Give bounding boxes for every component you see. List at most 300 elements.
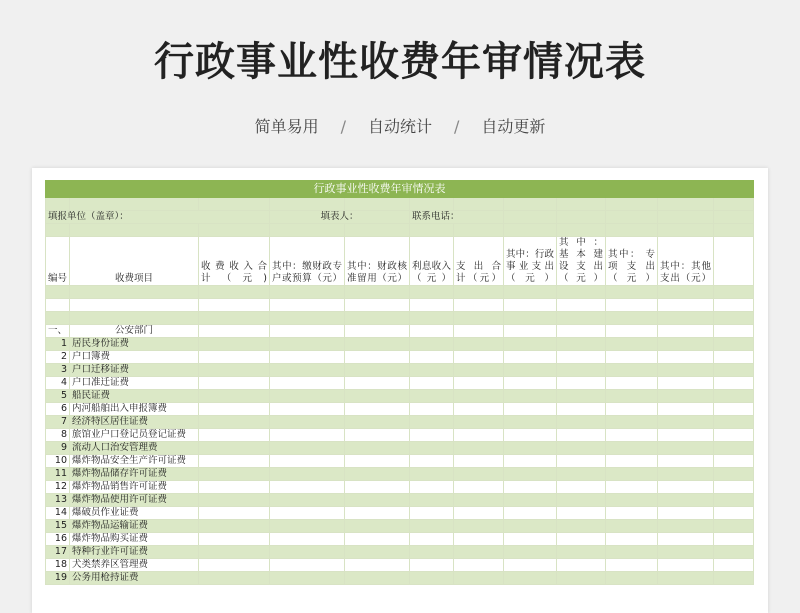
table-cell[interactable] [410, 468, 454, 481]
filler-label[interactable]: 填表人： [270, 211, 410, 224]
item-number[interactable]: 2 [46, 351, 70, 364]
table-cell[interactable] [557, 429, 606, 442]
table-cell[interactable] [70, 286, 199, 299]
table-cell[interactable] [504, 559, 557, 572]
table-cell[interactable] [504, 211, 557, 224]
table-cell[interactable] [70, 312, 199, 325]
item-number[interactable]: 5 [46, 390, 70, 403]
table-cell[interactable] [199, 468, 270, 481]
table-cell[interactable] [658, 377, 714, 390]
table-cell[interactable] [270, 390, 345, 403]
table-cell[interactable] [658, 312, 714, 325]
column-header[interactable]: 其中： 专项支出（元） [606, 237, 658, 286]
table-cell[interactable] [658, 338, 714, 351]
table-cell[interactable] [714, 312, 754, 325]
table-cell[interactable] [504, 520, 557, 533]
table-cell[interactable] [504, 429, 557, 442]
table-cell[interactable] [454, 429, 504, 442]
table-cell[interactable] [658, 533, 714, 546]
table-cell[interactable] [606, 442, 658, 455]
table-cell[interactable] [410, 299, 454, 312]
table-cell[interactable] [606, 455, 658, 468]
item-name[interactable]: 内河船舶出入申报簿费 [70, 403, 199, 416]
table-cell[interactable] [606, 416, 658, 429]
table-banner-title[interactable]: 行政事业性收费年审情况表 [46, 181, 714, 198]
table-cell[interactable] [606, 364, 658, 377]
table-cell[interactable] [658, 286, 714, 299]
table-cell[interactable] [454, 224, 504, 237]
table-cell[interactable] [504, 455, 557, 468]
item-number[interactable]: 14 [46, 507, 70, 520]
table-cell[interactable] [410, 390, 454, 403]
table-cell[interactable] [557, 390, 606, 403]
table-cell[interactable] [199, 533, 270, 546]
table-cell[interactable] [658, 546, 714, 559]
table-cell[interactable] [454, 299, 504, 312]
column-header[interactable]: 支 出 合 计（元） [454, 237, 504, 286]
table-cell[interactable] [199, 224, 270, 237]
column-header[interactable]: 其中：其他支出（元） [658, 237, 714, 286]
item-name[interactable]: 犬类禁养区管理费 [70, 559, 199, 572]
table-cell[interactable] [714, 211, 754, 224]
column-header[interactable]: 其中：财政核准留用（元） [345, 237, 410, 286]
column-header[interactable]: 其 中 ： 基 本 建 设 支 出（元） [557, 237, 606, 286]
table-cell[interactable] [504, 198, 557, 211]
table-cell[interactable] [606, 533, 658, 546]
table-cell[interactable] [557, 211, 606, 224]
table-cell[interactable] [199, 403, 270, 416]
table-cell[interactable] [270, 198, 345, 211]
item-number[interactable]: 3 [46, 364, 70, 377]
table-cell[interactable] [345, 364, 410, 377]
table-cell[interactable] [345, 507, 410, 520]
table-cell[interactable] [345, 325, 410, 338]
column-header[interactable]: 收费项目 [70, 237, 199, 286]
table-cell[interactable] [199, 559, 270, 572]
table-cell[interactable] [504, 507, 557, 520]
phone-label[interactable]: 联系电话： [410, 211, 504, 224]
item-number[interactable]: 4 [46, 377, 70, 390]
table-cell[interactable] [606, 286, 658, 299]
table-cell[interactable] [714, 198, 754, 211]
table-cell[interactable] [504, 377, 557, 390]
table-cell[interactable] [557, 198, 606, 211]
column-header[interactable]: 收 费 收 入 合 计（元) [199, 237, 270, 286]
table-cell[interactable] [557, 546, 606, 559]
section-number[interactable]: 一、 [46, 325, 70, 338]
table-cell[interactable] [410, 494, 454, 507]
table-cell[interactable] [454, 390, 504, 403]
table-cell[interactable] [714, 377, 754, 390]
table-cell[interactable] [606, 403, 658, 416]
table-cell[interactable] [270, 312, 345, 325]
table-cell[interactable] [658, 468, 714, 481]
table-cell[interactable] [658, 429, 714, 442]
table-cell[interactable] [345, 572, 410, 585]
item-name[interactable]: 爆炸物品购买证费 [70, 533, 199, 546]
table-cell[interactable] [199, 364, 270, 377]
table-cell[interactable] [714, 390, 754, 403]
table-cell[interactable] [345, 312, 410, 325]
table-cell[interactable] [410, 442, 454, 455]
table-cell[interactable] [557, 338, 606, 351]
table-cell[interactable] [658, 455, 714, 468]
item-number[interactable]: 18 [46, 559, 70, 572]
item-name[interactable]: 爆炸物品安全生产许可证费 [70, 455, 199, 468]
table-cell[interactable] [658, 481, 714, 494]
table-cell[interactable] [714, 559, 754, 572]
table-cell[interactable] [270, 546, 345, 559]
table-cell[interactable] [714, 442, 754, 455]
item-name[interactable]: 特种行业许可证费 [70, 546, 199, 559]
item-name[interactable]: 居民身份证费 [70, 338, 199, 351]
table-cell[interactable] [504, 364, 557, 377]
table-cell[interactable] [270, 442, 345, 455]
table-cell[interactable] [557, 533, 606, 546]
table-cell[interactable] [504, 416, 557, 429]
table-cell[interactable] [46, 286, 70, 299]
table-cell[interactable] [270, 429, 345, 442]
table-cell[interactable] [454, 338, 504, 351]
column-header[interactable]: 其中：缴财政专户或预算（元） [270, 237, 345, 286]
table-cell[interactable] [658, 494, 714, 507]
item-name[interactable]: 爆破员作业证费 [70, 507, 199, 520]
table-cell[interactable] [410, 481, 454, 494]
item-number[interactable]: 17 [46, 546, 70, 559]
table-cell[interactable] [345, 533, 410, 546]
table-cell[interactable] [410, 403, 454, 416]
table-cell[interactable] [658, 211, 714, 224]
table-cell[interactable] [504, 224, 557, 237]
table-cell[interactable] [199, 507, 270, 520]
table-cell[interactable] [199, 520, 270, 533]
table-cell[interactable] [504, 572, 557, 585]
table-cell[interactable] [345, 455, 410, 468]
table-cell[interactable] [345, 559, 410, 572]
table-cell[interactable] [199, 351, 270, 364]
table-cell[interactable] [714, 325, 754, 338]
table-cell[interactable] [410, 364, 454, 377]
table-cell[interactable] [714, 507, 754, 520]
table-cell[interactable] [46, 312, 70, 325]
table-cell[interactable] [454, 455, 504, 468]
item-name[interactable]: 经济特区居住证费 [70, 416, 199, 429]
table-cell[interactable] [557, 442, 606, 455]
table-cell[interactable] [410, 312, 454, 325]
unit-label[interactable]: 填报单位（盖章）： [46, 211, 270, 224]
table-cell[interactable] [410, 572, 454, 585]
table-cell[interactable] [606, 224, 658, 237]
table-cell[interactable] [714, 338, 754, 351]
table-cell[interactable] [454, 286, 504, 299]
table-cell[interactable] [714, 429, 754, 442]
table-cell[interactable] [410, 325, 454, 338]
table-cell[interactable] [270, 481, 345, 494]
table-cell[interactable] [270, 351, 345, 364]
table-cell[interactable] [557, 494, 606, 507]
table-cell[interactable] [410, 198, 454, 211]
table-cell[interactable] [410, 377, 454, 390]
table-cell[interactable] [714, 351, 754, 364]
table-cell[interactable] [606, 390, 658, 403]
table-cell[interactable] [454, 507, 504, 520]
table-cell[interactable] [714, 299, 754, 312]
table-cell[interactable] [714, 364, 754, 377]
table-cell[interactable] [557, 377, 606, 390]
table-cell[interactable] [658, 416, 714, 429]
table-cell[interactable] [504, 286, 557, 299]
table-cell[interactable] [606, 572, 658, 585]
item-name[interactable]: 爆炸物品储存许可证费 [70, 468, 199, 481]
table-cell[interactable] [714, 181, 754, 198]
table-cell[interactable] [270, 572, 345, 585]
item-number[interactable]: 10 [46, 455, 70, 468]
table-cell[interactable] [454, 351, 504, 364]
table-cell[interactable] [345, 546, 410, 559]
item-number[interactable]: 12 [46, 481, 70, 494]
table-cell[interactable] [557, 455, 606, 468]
item-name[interactable]: 户口准迁证费 [70, 377, 199, 390]
table-cell[interactable] [270, 507, 345, 520]
table-cell[interactable] [345, 377, 410, 390]
table-cell[interactable] [504, 299, 557, 312]
table-cell[interactable] [345, 442, 410, 455]
table-cell[interactable] [504, 312, 557, 325]
table-cell[interactable] [199, 572, 270, 585]
table-cell[interactable] [454, 494, 504, 507]
table-cell[interactable] [270, 520, 345, 533]
table-cell[interactable] [454, 364, 504, 377]
table-cell[interactable] [714, 520, 754, 533]
table-cell[interactable] [270, 559, 345, 572]
table-cell[interactable] [658, 507, 714, 520]
table-cell[interactable] [606, 468, 658, 481]
table-cell[interactable] [46, 224, 70, 237]
table-cell[interactable] [557, 481, 606, 494]
table-cell[interactable] [270, 325, 345, 338]
table-cell[interactable] [658, 572, 714, 585]
table-cell[interactable] [345, 390, 410, 403]
table-cell[interactable] [658, 198, 714, 211]
table-cell[interactable] [658, 351, 714, 364]
table-cell[interactable] [46, 198, 70, 211]
table-cell[interactable] [199, 546, 270, 559]
table-cell[interactable] [199, 416, 270, 429]
table-cell[interactable] [606, 429, 658, 442]
table-cell[interactable] [410, 351, 454, 364]
section-name[interactable]: 公安部门 [70, 325, 199, 338]
table-cell[interactable] [46, 299, 70, 312]
table-cell[interactable] [70, 299, 199, 312]
table-cell[interactable] [557, 507, 606, 520]
item-name[interactable]: 爆炸物品销售许可证费 [70, 481, 199, 494]
table-cell[interactable] [345, 286, 410, 299]
table-cell[interactable] [345, 481, 410, 494]
table-cell[interactable] [454, 198, 504, 211]
table-cell[interactable] [557, 364, 606, 377]
table-cell[interactable] [557, 403, 606, 416]
table-cell[interactable] [658, 559, 714, 572]
table-cell[interactable] [410, 455, 454, 468]
table-cell[interactable] [70, 198, 199, 211]
table-cell[interactable] [714, 403, 754, 416]
table-cell[interactable] [454, 520, 504, 533]
column-header[interactable]: 利息收入（元） [410, 237, 454, 286]
table-cell[interactable] [714, 286, 754, 299]
item-name[interactable]: 户口迁移证费 [70, 364, 199, 377]
table-cell[interactable] [714, 533, 754, 546]
table-cell[interactable] [714, 494, 754, 507]
table-cell[interactable] [270, 299, 345, 312]
table-cell[interactable] [199, 442, 270, 455]
table-cell[interactable] [504, 533, 557, 546]
table-cell[interactable] [557, 325, 606, 338]
item-number[interactable]: 19 [46, 572, 70, 585]
table-cell[interactable] [199, 198, 270, 211]
table-cell[interactable] [658, 520, 714, 533]
table-cell[interactable] [410, 286, 454, 299]
table-cell[interactable] [557, 299, 606, 312]
item-name[interactable]: 公务用枪持证费 [70, 572, 199, 585]
table-cell[interactable] [454, 546, 504, 559]
table-cell[interactable] [270, 416, 345, 429]
table-cell[interactable] [199, 429, 270, 442]
table-cell[interactable] [270, 468, 345, 481]
table-cell[interactable] [345, 224, 410, 237]
item-number[interactable]: 11 [46, 468, 70, 481]
table-cell[interactable] [606, 507, 658, 520]
table-cell[interactable] [658, 364, 714, 377]
column-header[interactable]: 编号 [46, 237, 70, 286]
table-cell[interactable] [606, 325, 658, 338]
table-cell[interactable] [410, 533, 454, 546]
table-cell[interactable] [345, 520, 410, 533]
table-cell[interactable] [199, 312, 270, 325]
item-name[interactable]: 旅馆业户口登记员登记证费 [70, 429, 199, 442]
table-cell[interactable] [557, 286, 606, 299]
item-number[interactable]: 16 [46, 533, 70, 546]
table-cell[interactable] [410, 507, 454, 520]
table-cell[interactable] [270, 455, 345, 468]
table-cell[interactable] [606, 351, 658, 364]
table-cell[interactable] [410, 520, 454, 533]
table-cell[interactable] [270, 338, 345, 351]
table-cell[interactable] [557, 559, 606, 572]
table-cell[interactable] [606, 338, 658, 351]
item-number[interactable]: 7 [46, 416, 70, 429]
table-cell[interactable] [270, 286, 345, 299]
table-cell[interactable] [658, 390, 714, 403]
table-cell[interactable] [454, 377, 504, 390]
table-cell[interactable] [714, 468, 754, 481]
table-cell[interactable] [454, 442, 504, 455]
table-cell[interactable] [504, 390, 557, 403]
table-cell[interactable] [557, 224, 606, 237]
table-cell[interactable] [345, 468, 410, 481]
table-cell[interactable] [199, 455, 270, 468]
table-cell[interactable] [454, 416, 504, 429]
table-cell[interactable] [345, 494, 410, 507]
table-cell[interactable] [345, 429, 410, 442]
table-cell[interactable] [606, 377, 658, 390]
table-cell[interactable] [557, 572, 606, 585]
table-cell[interactable] [606, 299, 658, 312]
table-cell[interactable] [714, 572, 754, 585]
table-cell[interactable] [454, 468, 504, 481]
table-cell[interactable] [504, 468, 557, 481]
table-cell[interactable] [270, 533, 345, 546]
item-number[interactable]: 9 [46, 442, 70, 455]
table-cell[interactable] [714, 224, 754, 237]
table-cell[interactable] [410, 429, 454, 442]
table-cell[interactable] [270, 224, 345, 237]
table-cell[interactable] [504, 481, 557, 494]
item-name[interactable]: 流动人口治安管理费 [70, 442, 199, 455]
item-name[interactable]: 船民证费 [70, 390, 199, 403]
table-cell[interactable] [714, 237, 754, 286]
table-cell[interactable] [345, 351, 410, 364]
table-cell[interactable] [658, 403, 714, 416]
table-cell[interactable] [606, 198, 658, 211]
table-cell[interactable] [199, 494, 270, 507]
table-cell[interactable] [199, 481, 270, 494]
item-name[interactable]: 爆炸物品使用许可证费 [70, 494, 199, 507]
table-cell[interactable] [345, 198, 410, 211]
table-cell[interactable] [714, 481, 754, 494]
table-cell[interactable] [199, 325, 270, 338]
table-cell[interactable] [199, 338, 270, 351]
table-cell[interactable] [557, 351, 606, 364]
table-cell[interactable] [454, 533, 504, 546]
table-cell[interactable] [557, 416, 606, 429]
table-cell[interactable] [410, 546, 454, 559]
item-number[interactable]: 8 [46, 429, 70, 442]
table-cell[interactable] [504, 325, 557, 338]
table-cell[interactable] [658, 299, 714, 312]
table-cell[interactable] [454, 325, 504, 338]
item-number[interactable]: 13 [46, 494, 70, 507]
table-cell[interactable] [270, 494, 345, 507]
item-number[interactable]: 6 [46, 403, 70, 416]
table-cell[interactable] [454, 403, 504, 416]
table-cell[interactable] [345, 403, 410, 416]
table-cell[interactable] [658, 442, 714, 455]
table-cell[interactable] [606, 559, 658, 572]
table-cell[interactable] [714, 455, 754, 468]
table-cell[interactable] [454, 559, 504, 572]
table-cell[interactable] [606, 312, 658, 325]
table-cell[interactable] [345, 338, 410, 351]
table-cell[interactable] [714, 416, 754, 429]
table-cell[interactable] [504, 546, 557, 559]
column-header[interactable]: 其中：行政事 业 支 出（元） [504, 237, 557, 286]
table-cell[interactable] [270, 377, 345, 390]
table-cell[interactable] [345, 299, 410, 312]
table-cell[interactable] [504, 338, 557, 351]
table-cell[interactable] [557, 520, 606, 533]
table-cell[interactable] [504, 494, 557, 507]
table-cell[interactable] [714, 546, 754, 559]
table-cell[interactable] [199, 377, 270, 390]
table-cell[interactable] [606, 520, 658, 533]
table-cell[interactable] [557, 312, 606, 325]
item-name[interactable]: 户口簿费 [70, 351, 199, 364]
table-cell[interactable] [504, 351, 557, 364]
table-cell[interactable] [454, 481, 504, 494]
table-cell[interactable] [410, 338, 454, 351]
table-cell[interactable] [199, 390, 270, 403]
table-cell[interactable] [606, 481, 658, 494]
